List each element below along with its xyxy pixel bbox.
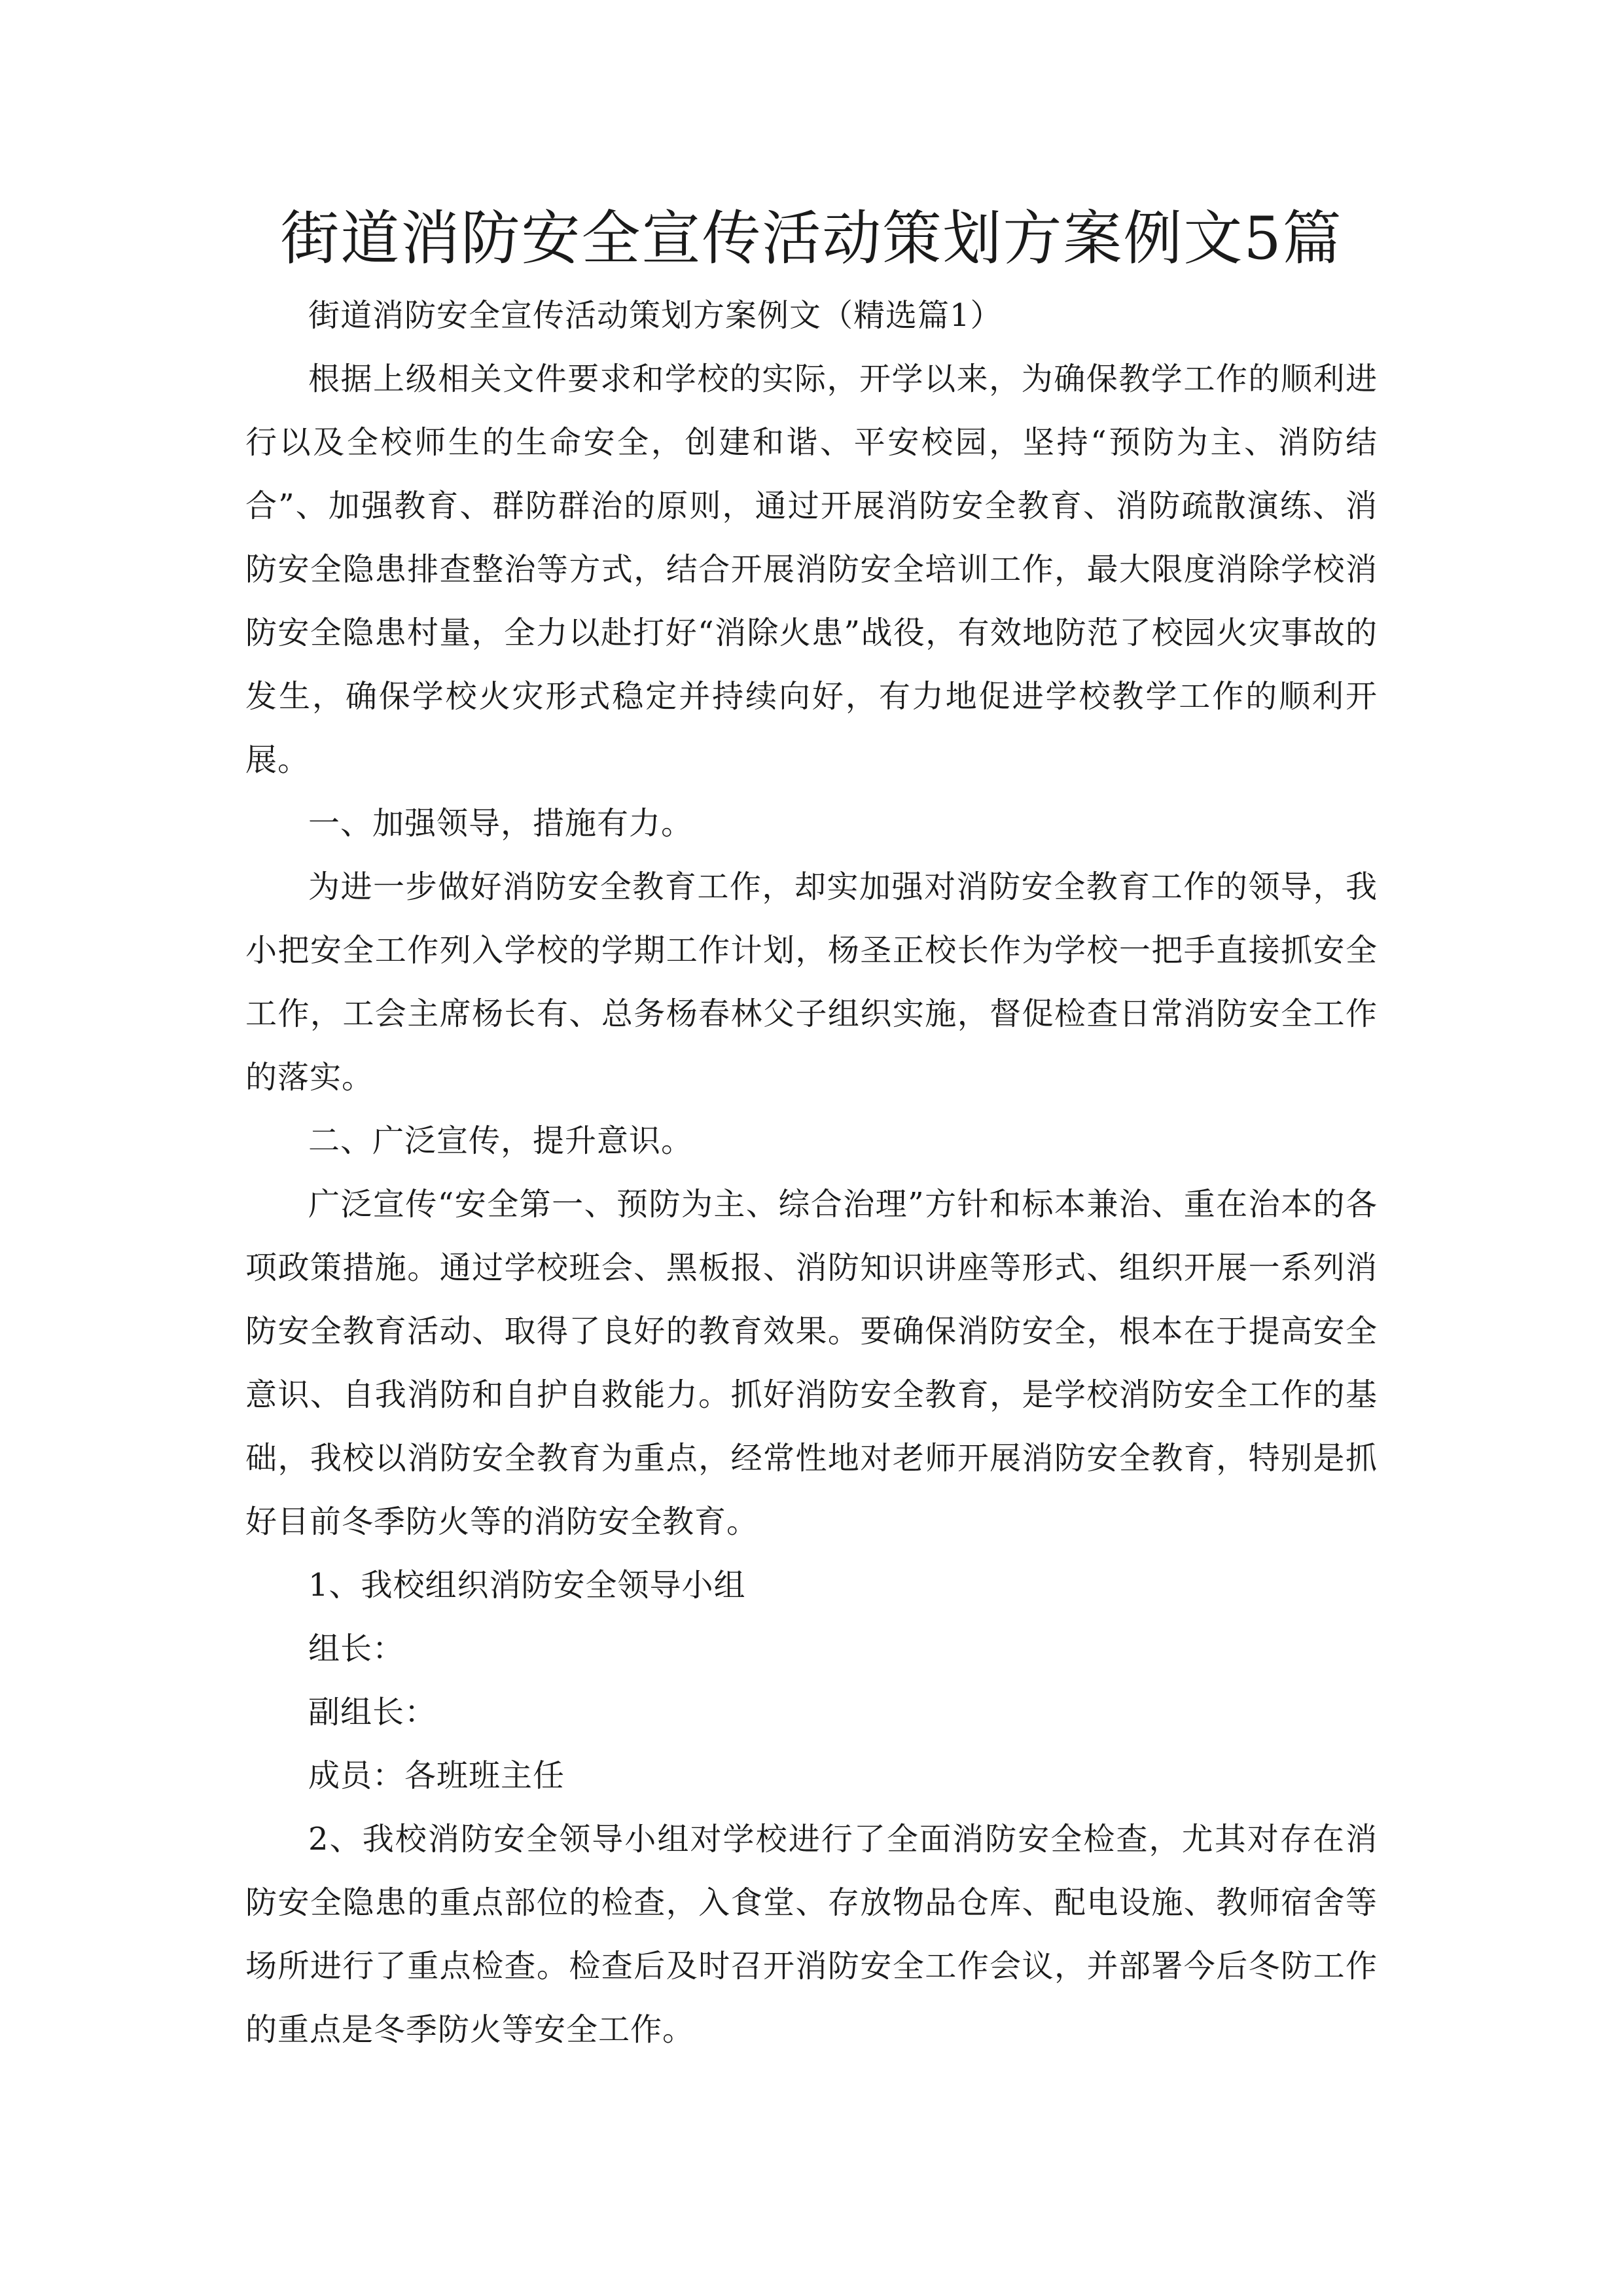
paragraph-heading: 一、加强领导，措施有力。: [308, 805, 694, 842]
document-body: [245, 284, 1378, 2062]
list-item: 组长：: [308, 1630, 405, 1667]
paragraph: 为进一步做好消防安全教育工作，却实加强对消防安全教育工作的领导，我小把安全工作列入学校的学期工作计划，杨圣正校长作为学校一把手直接抓安全工作，工会主席杨长有、总务杨春林父子组织实施，督促检查日常消防安全工作的落实。: [245, 869, 1378, 1096]
document-title: 街道消防安全宣传活动策划方案例文5篇: [280, 204, 1343, 273]
list-item: 成员：各班班主任: [308, 1757, 565, 1794]
list-item: 副组长：: [308, 1694, 437, 1731]
paragraph: 广泛宣传“安全第一、预防为主、综合治理”方针和标本兼治、重在治本的各项政策措施。通过学校班会、黑板报、消防知识讲座等形式、组织开展一系列消防安全教育活动、取得了良好的教育效果。要确保消防安全，根本在于提高安全意识、自我消防和自护自救能力。抓好消防安全教育，是学校消防安全工作的基础，我校以消防安全教育为重点，经常性地对老师开展消防安全教育，特别是抓好目前冬季防火等的消防安全教育。: [245, 1186, 1378, 1540]
paragraph-heading: 二、广泛宣传，提升意识。: [308, 1122, 694, 1159]
paragraph: 根据上级相关文件要求和学校的实际，开学以来，为确保教学工作的顺利进行以及全校师生的生命安全，创建和谐、平安校园，坚持“预防为主、消防结合”、加强教育、群防群治的原则，通过开展消防安全教育、消防疏散演练、消防安全隐患排查整治等方式，结合开展消防安全培训工作，最大限度消除学校消防安全隐患村量，全力以赴打好“消除火患”战役，有效地防范了校园火灾事故的发生，确保学校火灾形式稳定并持续向好，有力地促进学校教学工作的顺利开展。: [245, 361, 1378, 778]
list-item: 1、我校组织消防安全领导小组: [308, 1567, 746, 1604]
paragraph: 2、我校消防安全领导小组对学校进行了全面消防安全检查，尤其对存在消防安全隐患的重点部位的检查，入食堂、存放物品仓库、配电设施、教师宿舍等场所进行了重点检查。检查后及时召开消防安全工作会议，并部署今后冬防工作的重点是冬季防火等安全工作。: [245, 1821, 1378, 2048]
section-heading: 街道消防安全宣传活动策划方案例文（精选篇1）: [308, 297, 1003, 334]
